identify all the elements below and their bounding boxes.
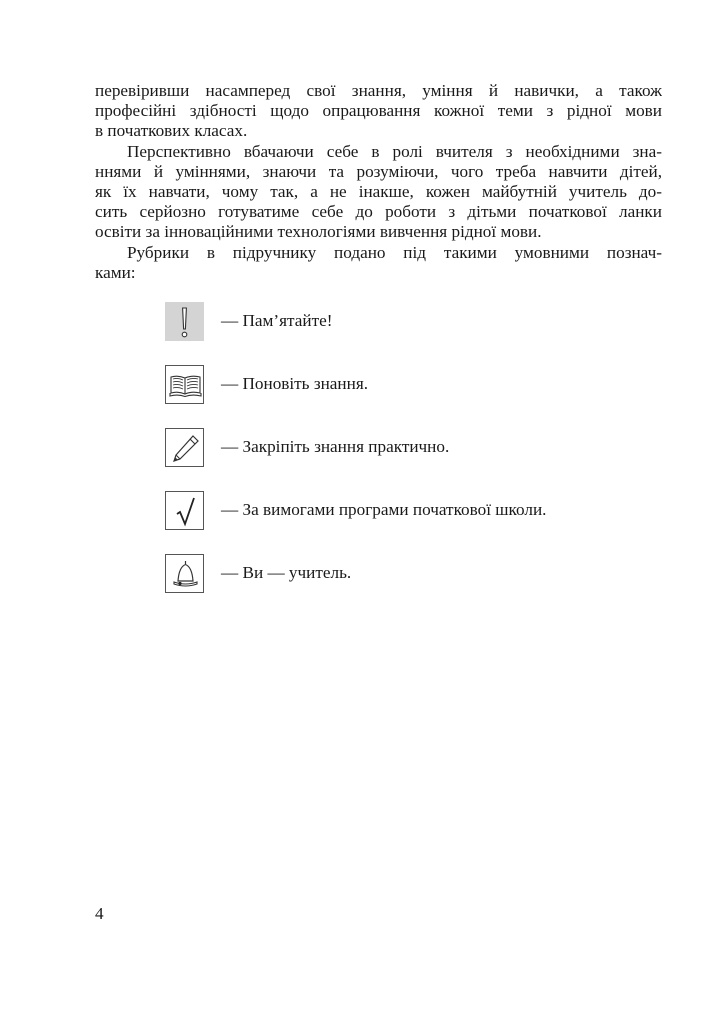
text-line: Рубрики в підручнику подано під такими умовними познач- (127, 242, 662, 262)
rubric-curriculum (165, 491, 585, 532)
bell-icon (165, 554, 204, 593)
text-line: освіти за інноваційними технологіями вивчення рідної мови. (95, 222, 542, 242)
rubric-label: — Ви — учитель. (221, 563, 352, 582)
rubric-label: — Пам’ятайте! (221, 311, 333, 330)
rubric-label: — Закріпіть знання практично. (221, 437, 450, 456)
rubric-review (165, 365, 585, 406)
rubric-label: — За вимогами програми початкової школи. (221, 500, 547, 519)
open-book-icon (165, 365, 204, 404)
page-number: 4 (95, 904, 104, 923)
text-line: в початкових класах. (95, 121, 248, 141)
text-line: ннями й уміннями, знаючи та розуміючи, чого треба навчити дітей, (95, 161, 662, 181)
check-root-icon (165, 491, 204, 530)
rubric-remember (165, 302, 585, 343)
rubric-practice (165, 428, 585, 469)
rubric-label: — Поновіть знання. (221, 374, 369, 393)
text-line: перевіривши насамперед свої знання, уміння й навички, а також (95, 81, 662, 100)
text-line: ками: (95, 262, 136, 282)
pen-icon (165, 428, 204, 467)
exclamation-icon (165, 302, 204, 341)
body-text (95, 81, 662, 283)
text-line: як їх навчати, чому так, а не інакше, кожен майбутній учитель до- (95, 181, 662, 201)
text-line: професійні здібності щодо опрацювання кожної теми з рідної мови (95, 101, 662, 121)
rubric-teacher (165, 554, 585, 595)
text-line: Перспективно вбачаючи себе в ролі вчителя з необхідними зна- (127, 141, 662, 161)
text-line: сить серйозно готуватиме себе до роботи з дітьми початкової ланки (95, 202, 662, 222)
